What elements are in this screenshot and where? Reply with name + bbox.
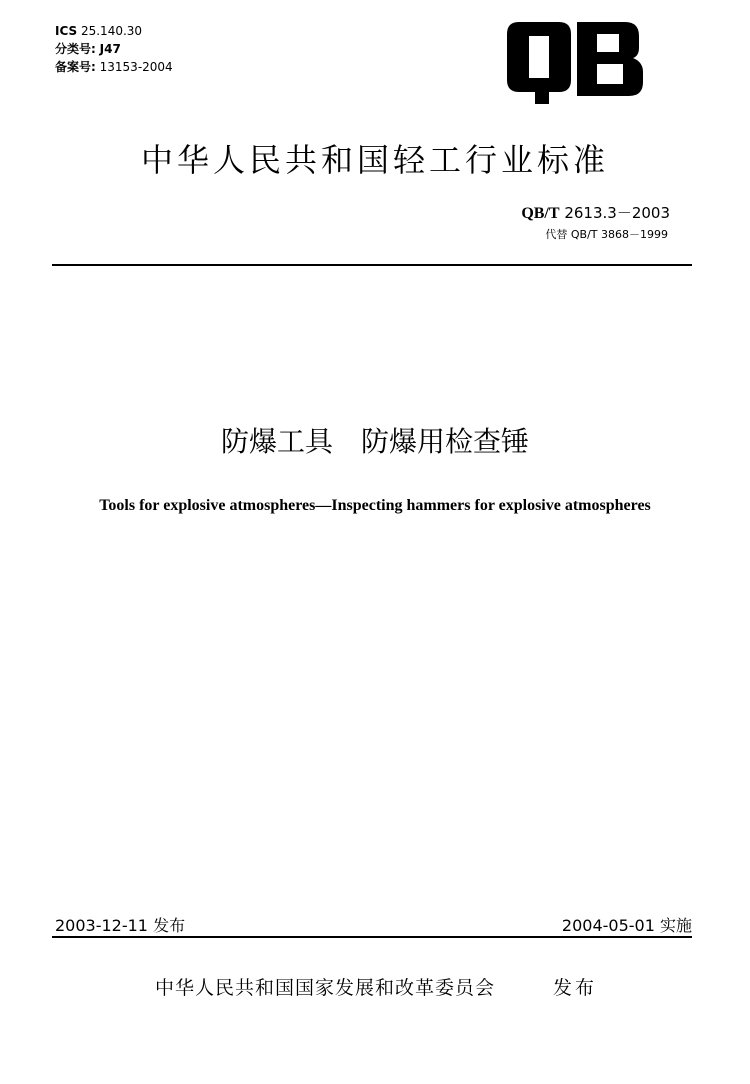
issuer-name: 中华人民共和国国家发展和改革委员会: [155, 977, 496, 999]
record-row: [55, 58, 173, 76]
class-row: [55, 40, 173, 58]
standard-number: 2613.3－2003: [564, 204, 670, 222]
ics-value: 25.140.30: [80, 24, 143, 38]
ics-row: [55, 22, 173, 40]
class-value: J47: [99, 42, 121, 56]
record-value: 13153-2004: [99, 60, 173, 74]
org-title: 中华人民共和国轻工行业标准: [140, 141, 609, 179]
bottom-divider: [52, 936, 692, 938]
standard-prefix: QB/T: [521, 205, 560, 222]
class-label: 分类号:: [55, 42, 96, 56]
ics-label: ICS: [55, 24, 78, 38]
title-english: Tools for explosive atmospheres—Inspecting hammers for explosive atmospheres: [99, 497, 651, 514]
top-divider: [52, 264, 692, 266]
qb-logo-mark: [505, 20, 645, 106]
issue-date: 2003-12-11 发布: [55, 916, 186, 935]
qb-logo: [505, 20, 645, 106]
meta-info: [55, 22, 173, 76]
standard-code: [521, 202, 670, 223]
effective-date: 2004-05-01 实施: [561, 916, 692, 935]
record-label: 备案号:: [55, 60, 96, 74]
issuer-action: 发布: [553, 977, 598, 999]
title-chinese: 防爆工具 防爆用检查锤: [220, 425, 529, 458]
standard-replaces: 代替 QB/T 3868－1999: [545, 228, 668, 241]
